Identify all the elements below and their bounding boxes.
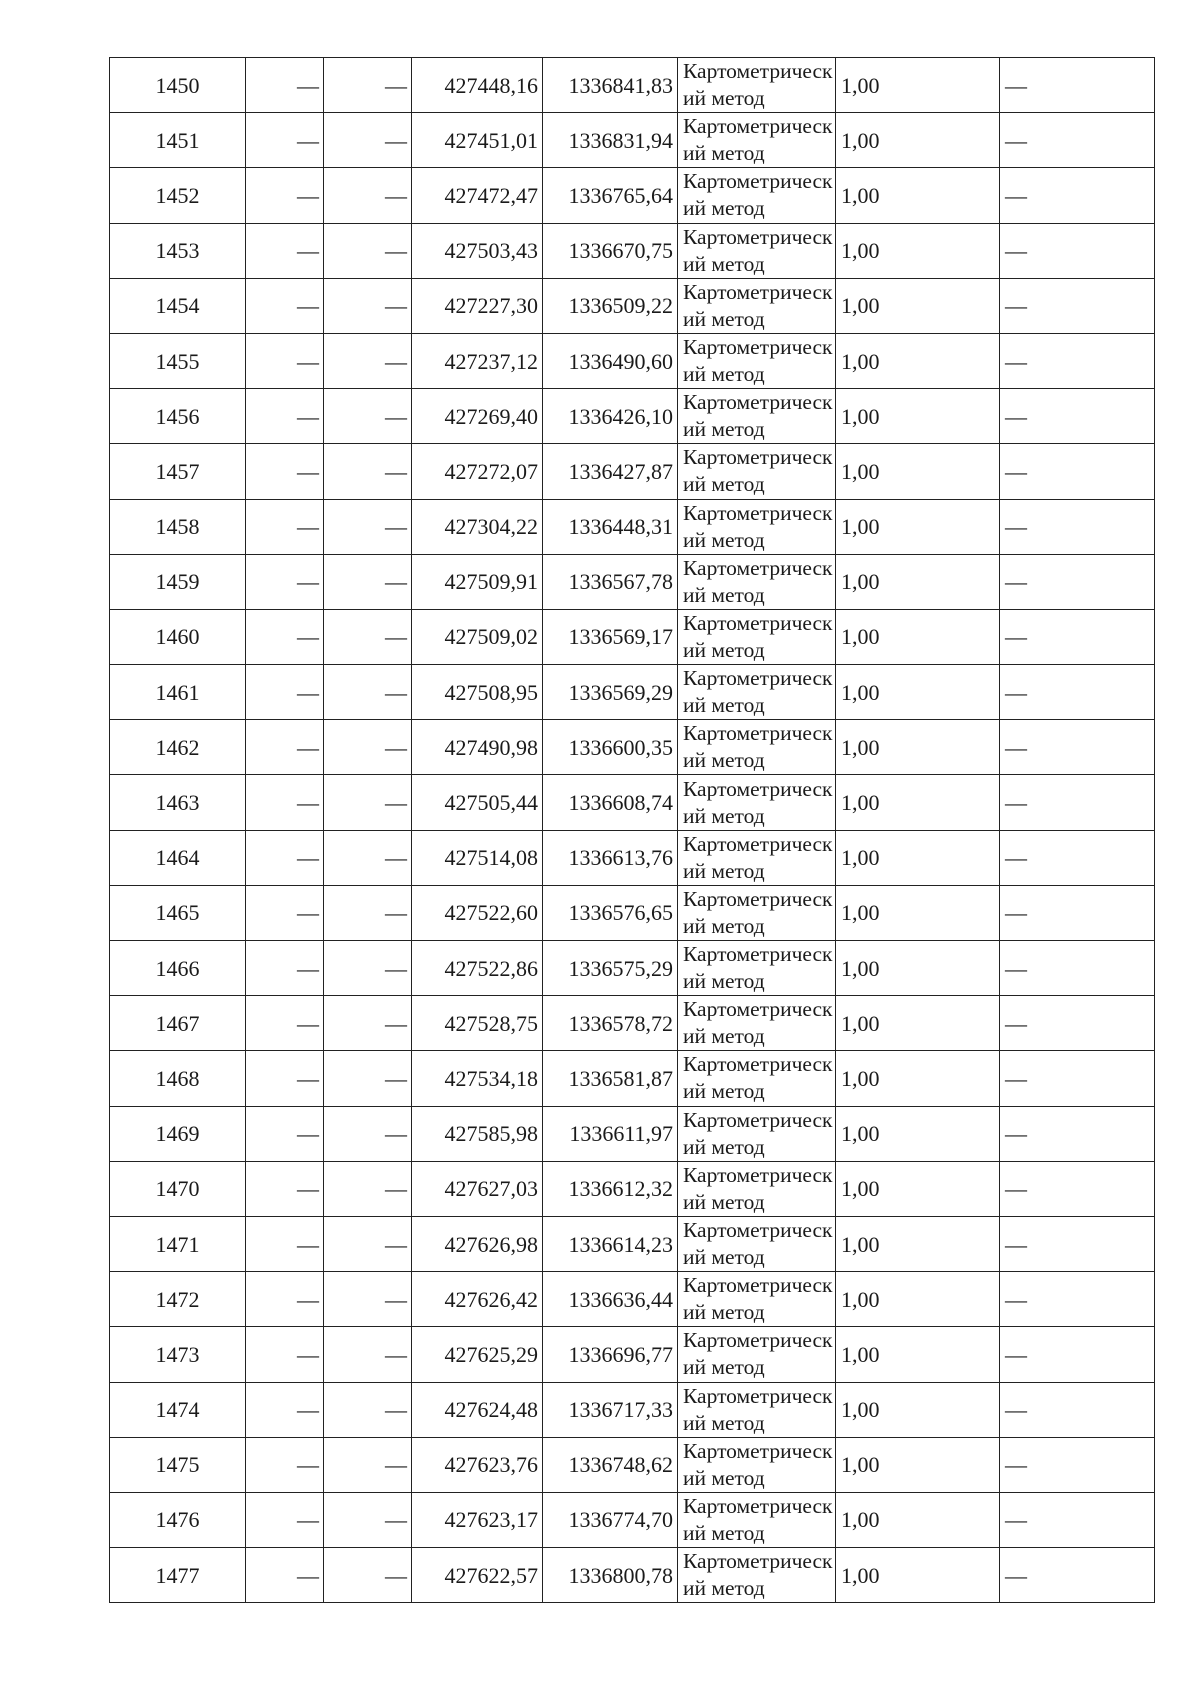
column-3-dash-cell: — (324, 278, 412, 333)
accuracy-cell: 1,00 (836, 333, 1000, 388)
table-row (110, 1327, 1155, 1382)
column-8-dash-cell: — (1000, 1106, 1155, 1161)
y-coordinate-cell: 1336427,87 (543, 444, 678, 499)
column-3-dash-cell: — (324, 1216, 412, 1271)
x-coordinate-cell: 427626,98 (412, 1216, 543, 1271)
point-number-cell: 1474 (110, 1382, 246, 1437)
column-3-dash-cell: — (324, 996, 412, 1051)
column-3-dash-cell: — (324, 444, 412, 499)
accuracy-cell: 1,00 (836, 554, 1000, 609)
y-coordinate-cell: 1336578,72 (543, 996, 678, 1051)
method-cell: Картометрический метод (678, 609, 836, 664)
column-2-dash-cell: — (246, 1051, 324, 1106)
column-8-dash-cell: — (1000, 885, 1155, 940)
column-3-dash-cell: — (324, 830, 412, 885)
x-coordinate-cell: 427528,75 (412, 996, 543, 1051)
accuracy-cell: 1,00 (836, 1492, 1000, 1547)
column-2-dash-cell: — (246, 1492, 324, 1547)
point-number-cell: 1471 (110, 1216, 246, 1271)
column-2-dash-cell: — (246, 830, 324, 885)
column-3-dash-cell: — (324, 941, 412, 996)
y-coordinate-cell: 1336696,77 (543, 1327, 678, 1382)
column-2-dash-cell: — (246, 1437, 324, 1492)
accuracy-cell: 1,00 (836, 1106, 1000, 1161)
table-row (110, 830, 1155, 885)
method-cell: Картометрический метод (678, 1492, 836, 1547)
y-coordinate-cell: 1336448,31 (543, 499, 678, 554)
column-3-dash-cell: — (324, 223, 412, 278)
x-coordinate-cell: 427237,12 (412, 333, 543, 388)
x-coordinate-cell: 427522,86 (412, 941, 543, 996)
column-8-dash-cell: — (1000, 1492, 1155, 1547)
column-8-dash-cell: — (1000, 1382, 1155, 1437)
column-8-dash-cell: — (1000, 1051, 1155, 1106)
column-3-dash-cell: — (324, 1437, 412, 1492)
table-row (110, 58, 1155, 113)
method-cell: Картометрический метод (678, 1161, 836, 1216)
column-3-dash-cell: — (324, 113, 412, 168)
column-8-dash-cell: — (1000, 830, 1155, 885)
point-number-cell: 1456 (110, 389, 246, 444)
x-coordinate-cell: 427509,02 (412, 609, 543, 664)
column-2-dash-cell: — (246, 444, 324, 499)
column-3-dash-cell: — (324, 775, 412, 830)
column-8-dash-cell: — (1000, 720, 1155, 775)
point-number-cell: 1473 (110, 1327, 246, 1382)
point-number-cell: 1469 (110, 1106, 246, 1161)
x-coordinate-cell: 427472,47 (412, 168, 543, 223)
table-row (110, 941, 1155, 996)
method-cell: Картометрический метод (678, 1051, 836, 1106)
column-2-dash-cell: — (246, 996, 324, 1051)
point-number-cell: 1464 (110, 830, 246, 885)
column-8-dash-cell: — (1000, 278, 1155, 333)
column-8-dash-cell: — (1000, 113, 1155, 168)
method-cell: Картометрический метод (678, 444, 836, 499)
x-coordinate-cell: 427534,18 (412, 1051, 543, 1106)
method-cell: Картометрический метод (678, 665, 836, 720)
column-3-dash-cell: — (324, 885, 412, 940)
y-coordinate-cell: 1336490,60 (543, 333, 678, 388)
point-number-cell: 1458 (110, 499, 246, 554)
table-row (110, 223, 1155, 278)
column-8-dash-cell: — (1000, 1272, 1155, 1327)
y-coordinate-cell: 1336774,70 (543, 1492, 678, 1547)
point-number-cell: 1450 (110, 58, 246, 113)
table-row (110, 996, 1155, 1051)
column-3-dash-cell: — (324, 1382, 412, 1437)
accuracy-cell: 1,00 (836, 1382, 1000, 1437)
table-row (110, 113, 1155, 168)
accuracy-cell: 1,00 (836, 223, 1000, 278)
point-number-cell: 1465 (110, 885, 246, 940)
y-coordinate-cell: 1336569,29 (543, 665, 678, 720)
column-2-dash-cell: — (246, 333, 324, 388)
point-number-cell: 1454 (110, 278, 246, 333)
table-row (110, 168, 1155, 223)
column-3-dash-cell: — (324, 389, 412, 444)
column-3-dash-cell: — (324, 499, 412, 554)
accuracy-cell: 1,00 (836, 1327, 1000, 1382)
column-3-dash-cell: — (324, 1051, 412, 1106)
column-8-dash-cell: — (1000, 1437, 1155, 1492)
point-number-cell: 1475 (110, 1437, 246, 1492)
method-cell: Картометрический метод (678, 1327, 836, 1382)
table-row (110, 1437, 1155, 1492)
column-3-dash-cell: — (324, 720, 412, 775)
column-2-dash-cell: — (246, 554, 324, 609)
column-3-dash-cell: — (324, 333, 412, 388)
accuracy-cell: 1,00 (836, 389, 1000, 444)
column-8-dash-cell: — (1000, 554, 1155, 609)
method-cell: Картометрический метод (678, 499, 836, 554)
table-row (110, 885, 1155, 940)
method-cell: Картометрический метод (678, 113, 836, 168)
accuracy-cell: 1,00 (836, 1437, 1000, 1492)
method-cell: Картометрический метод (678, 389, 836, 444)
accuracy-cell: 1,00 (836, 499, 1000, 554)
x-coordinate-cell: 427304,22 (412, 499, 543, 554)
column-8-dash-cell: — (1000, 499, 1155, 554)
column-2-dash-cell: — (246, 1272, 324, 1327)
table-row (110, 1216, 1155, 1271)
method-cell: Картометрический метод (678, 1272, 836, 1327)
method-cell: Картометрический метод (678, 554, 836, 609)
y-coordinate-cell: 1336748,62 (543, 1437, 678, 1492)
column-3-dash-cell: — (324, 609, 412, 664)
point-number-cell: 1467 (110, 996, 246, 1051)
column-3-dash-cell: — (324, 1492, 412, 1547)
column-3-dash-cell: — (324, 1106, 412, 1161)
x-coordinate-cell: 427451,01 (412, 113, 543, 168)
method-cell: Картометрический метод (678, 1216, 836, 1271)
accuracy-cell: 1,00 (836, 1161, 1000, 1216)
table-row (110, 1382, 1155, 1437)
y-coordinate-cell: 1336576,65 (543, 885, 678, 940)
column-8-dash-cell: — (1000, 609, 1155, 664)
column-8-dash-cell: — (1000, 1548, 1155, 1603)
y-coordinate-cell: 1336575,29 (543, 941, 678, 996)
y-coordinate-cell: 1336765,64 (543, 168, 678, 223)
x-coordinate-cell: 427622,57 (412, 1548, 543, 1603)
column-8-dash-cell: — (1000, 444, 1155, 499)
x-coordinate-cell: 427514,08 (412, 830, 543, 885)
table-row (110, 609, 1155, 664)
method-cell: Картометрический метод (678, 830, 836, 885)
x-coordinate-cell: 427627,03 (412, 1161, 543, 1216)
column-2-dash-cell: — (246, 609, 324, 664)
x-coordinate-cell: 427272,07 (412, 444, 543, 499)
table-row (110, 499, 1155, 554)
column-2-dash-cell: — (246, 223, 324, 278)
point-number-cell: 1461 (110, 665, 246, 720)
y-coordinate-cell: 1336600,35 (543, 720, 678, 775)
x-coordinate-cell: 427585,98 (412, 1106, 543, 1161)
column-2-dash-cell: — (246, 1548, 324, 1603)
method-cell: Картометрический метод (678, 58, 836, 113)
column-3-dash-cell: — (324, 1161, 412, 1216)
column-8-dash-cell: — (1000, 665, 1155, 720)
column-2-dash-cell: — (246, 168, 324, 223)
accuracy-cell: 1,00 (836, 609, 1000, 664)
table-row (110, 554, 1155, 609)
column-8-dash-cell: — (1000, 941, 1155, 996)
method-cell: Картометрический метод (678, 1548, 836, 1603)
column-8-dash-cell: — (1000, 58, 1155, 113)
point-number-cell: 1470 (110, 1161, 246, 1216)
point-number-cell: 1462 (110, 720, 246, 775)
column-2-dash-cell: — (246, 775, 324, 830)
method-cell: Картометрический метод (678, 720, 836, 775)
y-coordinate-cell: 1336509,22 (543, 278, 678, 333)
x-coordinate-cell: 427227,30 (412, 278, 543, 333)
point-number-cell: 1453 (110, 223, 246, 278)
x-coordinate-cell: 427448,16 (412, 58, 543, 113)
x-coordinate-cell: 427624,48 (412, 1382, 543, 1437)
column-8-dash-cell: — (1000, 1161, 1155, 1216)
y-coordinate-cell: 1336831,94 (543, 113, 678, 168)
y-coordinate-cell: 1336569,17 (543, 609, 678, 664)
point-number-cell: 1452 (110, 168, 246, 223)
accuracy-cell: 1,00 (836, 720, 1000, 775)
column-3-dash-cell: — (324, 665, 412, 720)
table-row (110, 1106, 1155, 1161)
method-cell: Картометрический метод (678, 885, 836, 940)
column-8-dash-cell: — (1000, 996, 1155, 1051)
method-cell: Картометрический метод (678, 223, 836, 278)
accuracy-cell: 1,00 (836, 278, 1000, 333)
x-coordinate-cell: 427522,60 (412, 885, 543, 940)
column-3-dash-cell: — (324, 168, 412, 223)
x-coordinate-cell: 427505,44 (412, 775, 543, 830)
x-coordinate-cell: 427623,17 (412, 1492, 543, 1547)
method-cell: Картометрический метод (678, 996, 836, 1051)
y-coordinate-cell: 1336608,74 (543, 775, 678, 830)
accuracy-cell: 1,00 (836, 1548, 1000, 1603)
table-row (110, 444, 1155, 499)
x-coordinate-cell: 427625,29 (412, 1327, 543, 1382)
y-coordinate-cell: 1336636,44 (543, 1272, 678, 1327)
point-number-cell: 1468 (110, 1051, 246, 1106)
point-number-cell: 1466 (110, 941, 246, 996)
method-cell: Картометрический метод (678, 333, 836, 388)
method-cell: Картометрический метод (678, 941, 836, 996)
column-2-dash-cell: — (246, 58, 324, 113)
table-row (110, 1548, 1155, 1603)
accuracy-cell: 1,00 (836, 1051, 1000, 1106)
point-number-cell: 1476 (110, 1492, 246, 1547)
y-coordinate-cell: 1336611,97 (543, 1106, 678, 1161)
accuracy-cell: 1,00 (836, 775, 1000, 830)
x-coordinate-cell: 427508,95 (412, 665, 543, 720)
method-cell: Картометрический метод (678, 1382, 836, 1437)
column-3-dash-cell: — (324, 1548, 412, 1603)
accuracy-cell: 1,00 (836, 58, 1000, 113)
accuracy-cell: 1,00 (836, 885, 1000, 940)
column-2-dash-cell: — (246, 113, 324, 168)
column-8-dash-cell: — (1000, 1327, 1155, 1382)
table-row (110, 389, 1155, 444)
x-coordinate-cell: 427509,91 (412, 554, 543, 609)
table-body (110, 58, 1155, 1603)
column-2-dash-cell: — (246, 278, 324, 333)
point-number-cell: 1472 (110, 1272, 246, 1327)
column-8-dash-cell: — (1000, 1216, 1155, 1271)
column-2-dash-cell: — (246, 1106, 324, 1161)
x-coordinate-cell: 427269,40 (412, 389, 543, 444)
accuracy-cell: 1,00 (836, 941, 1000, 996)
point-number-cell: 1451 (110, 113, 246, 168)
column-2-dash-cell: — (246, 720, 324, 775)
accuracy-cell: 1,00 (836, 1216, 1000, 1271)
column-2-dash-cell: — (246, 1382, 324, 1437)
column-3-dash-cell: — (324, 554, 412, 609)
column-2-dash-cell: — (246, 499, 324, 554)
y-coordinate-cell: 1336670,75 (543, 223, 678, 278)
method-cell: Картометрический метод (678, 775, 836, 830)
accuracy-cell: 1,00 (836, 1272, 1000, 1327)
accuracy-cell: 1,00 (836, 665, 1000, 720)
table-row (110, 665, 1155, 720)
method-cell: Картометрический метод (678, 278, 836, 333)
column-8-dash-cell: — (1000, 333, 1155, 388)
point-number-cell: 1463 (110, 775, 246, 830)
y-coordinate-cell: 1336613,76 (543, 830, 678, 885)
y-coordinate-cell: 1336567,78 (543, 554, 678, 609)
table-row (110, 278, 1155, 333)
table-row (110, 333, 1155, 388)
accuracy-cell: 1,00 (836, 168, 1000, 223)
point-number-cell: 1460 (110, 609, 246, 664)
table-row (110, 1492, 1155, 1547)
x-coordinate-cell: 427626,42 (412, 1272, 543, 1327)
column-2-dash-cell: — (246, 665, 324, 720)
column-8-dash-cell: — (1000, 389, 1155, 444)
column-2-dash-cell: — (246, 389, 324, 444)
method-cell: Картометрический метод (678, 168, 836, 223)
column-8-dash-cell: — (1000, 223, 1155, 278)
y-coordinate-cell: 1336426,10 (543, 389, 678, 444)
point-number-cell: 1477 (110, 1548, 246, 1603)
point-number-cell: 1457 (110, 444, 246, 499)
y-coordinate-cell: 1336841,83 (543, 58, 678, 113)
y-coordinate-cell: 1336581,87 (543, 1051, 678, 1106)
x-coordinate-cell: 427623,76 (412, 1437, 543, 1492)
column-2-dash-cell: — (246, 885, 324, 940)
y-coordinate-cell: 1336717,33 (543, 1382, 678, 1437)
y-coordinate-cell: 1336614,23 (543, 1216, 678, 1271)
accuracy-cell: 1,00 (836, 113, 1000, 168)
table-row (110, 1161, 1155, 1216)
method-cell: Картометрический метод (678, 1437, 836, 1492)
column-8-dash-cell: — (1000, 168, 1155, 223)
column-3-dash-cell: — (324, 1327, 412, 1382)
column-2-dash-cell: — (246, 941, 324, 996)
point-number-cell: 1459 (110, 554, 246, 609)
method-cell: Картометрический метод (678, 1106, 836, 1161)
column-8-dash-cell: — (1000, 775, 1155, 830)
table-row (110, 775, 1155, 830)
table-row (110, 1051, 1155, 1106)
column-2-dash-cell: — (246, 1327, 324, 1382)
accuracy-cell: 1,00 (836, 996, 1000, 1051)
column-3-dash-cell: — (324, 58, 412, 113)
x-coordinate-cell: 427503,43 (412, 223, 543, 278)
point-number-cell: 1455 (110, 333, 246, 388)
y-coordinate-cell: 1336612,32 (543, 1161, 678, 1216)
table-row (110, 720, 1155, 775)
column-2-dash-cell: — (246, 1161, 324, 1216)
accuracy-cell: 1,00 (836, 444, 1000, 499)
x-coordinate-cell: 427490,98 (412, 720, 543, 775)
column-3-dash-cell: — (324, 1272, 412, 1327)
table-row (110, 1272, 1155, 1327)
column-2-dash-cell: — (246, 1216, 324, 1271)
accuracy-cell: 1,00 (836, 830, 1000, 885)
coordinates-table (109, 57, 1155, 1603)
y-coordinate-cell: 1336800,78 (543, 1548, 678, 1603)
